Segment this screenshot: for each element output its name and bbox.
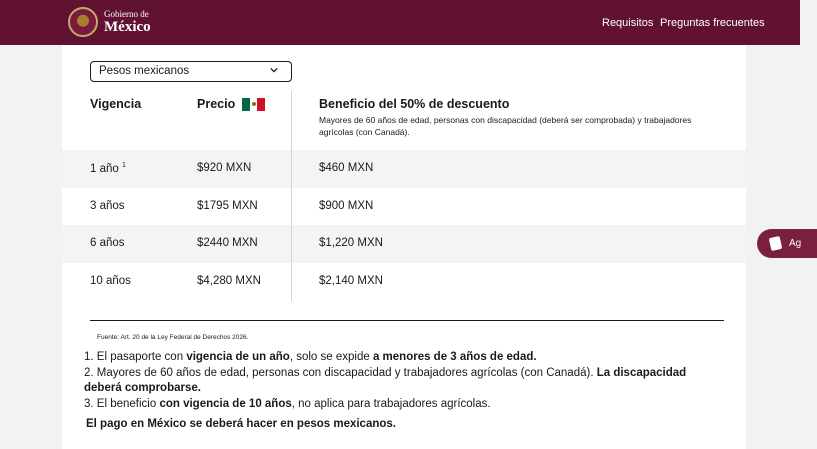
document-icon xyxy=(769,236,782,251)
table-row xyxy=(62,188,746,226)
currency-select-value: Pesos mexicanos xyxy=(99,65,190,77)
floating-action-button[interactable] xyxy=(757,229,817,258)
row-precio: $2440 MXN xyxy=(197,237,258,249)
nav-preguntas-frecuentes[interactable]: Preguntas frecuentes xyxy=(660,17,765,29)
row-beneficio: $1,220 MXN xyxy=(319,237,383,249)
table-row xyxy=(62,150,746,188)
table-row xyxy=(62,263,746,301)
note-3: 3. El beneficio con vigencia de 10 años, no aplica para trabajadores agrícolas. xyxy=(84,397,491,410)
header-beneficio: Beneficio del 50% de descuento xyxy=(319,97,510,111)
row-beneficio: $460 MXN xyxy=(319,162,374,174)
fab-label: Ag xyxy=(789,238,802,249)
logo-big-text: México xyxy=(104,18,151,35)
top-navbar xyxy=(0,0,800,45)
row-vigencia: 10 años xyxy=(90,275,131,287)
logo-small-text: Gobierno de xyxy=(104,8,149,19)
row-beneficio: $2,140 MXN xyxy=(319,275,383,287)
note-2: 2. Mayores de 60 años de edad, personas con discapacidad y trabajadores agrícolas (con Canadá). La discapacidad deberá comprobarse. xyxy=(84,366,687,394)
row-vigencia: 3 años xyxy=(90,200,125,212)
header-vigencia: Vigencia xyxy=(90,97,142,111)
chevron-down-icon xyxy=(270,66,278,74)
header-precio: Precio xyxy=(197,97,236,111)
currency-select[interactable] xyxy=(90,61,292,82)
table-row xyxy=(62,225,746,263)
row-precio: $1795 MXN xyxy=(197,200,258,212)
seal-icon xyxy=(68,7,98,37)
footnote-marker: 1 xyxy=(121,162,126,169)
payment-note: El pago en México se deberá hacer en pesos mexicanos. xyxy=(86,418,396,430)
column-divider xyxy=(291,91,292,301)
row-precio: $920 MXN xyxy=(197,162,252,174)
notes-list xyxy=(84,350,724,412)
nav-requisitos[interactable]: Requisitos xyxy=(602,17,654,29)
section-divider xyxy=(90,320,724,321)
gobierno-logo[interactable] xyxy=(68,7,151,37)
beneficio-description: Mayores de 60 años de edad, personas con discapacidad (deberá ser comprobada) y trabajadores agrícolas (con Canadá). xyxy=(319,115,692,137)
row-precio: $4,280 MXN xyxy=(197,275,261,287)
row-beneficio: $900 MXN xyxy=(319,200,374,212)
source-note: Fuente: Art. 20 de la Ley Federal de Derechos 2026. xyxy=(97,334,249,341)
note-1: 1. El pasaporte con vigencia de un año, solo se expide a menores de 3 años de edad. xyxy=(84,351,537,363)
row-vigencia: 6 años xyxy=(90,237,125,249)
row-vigencia: 1 año xyxy=(90,163,119,175)
mexico-flag-icon xyxy=(242,98,265,111)
